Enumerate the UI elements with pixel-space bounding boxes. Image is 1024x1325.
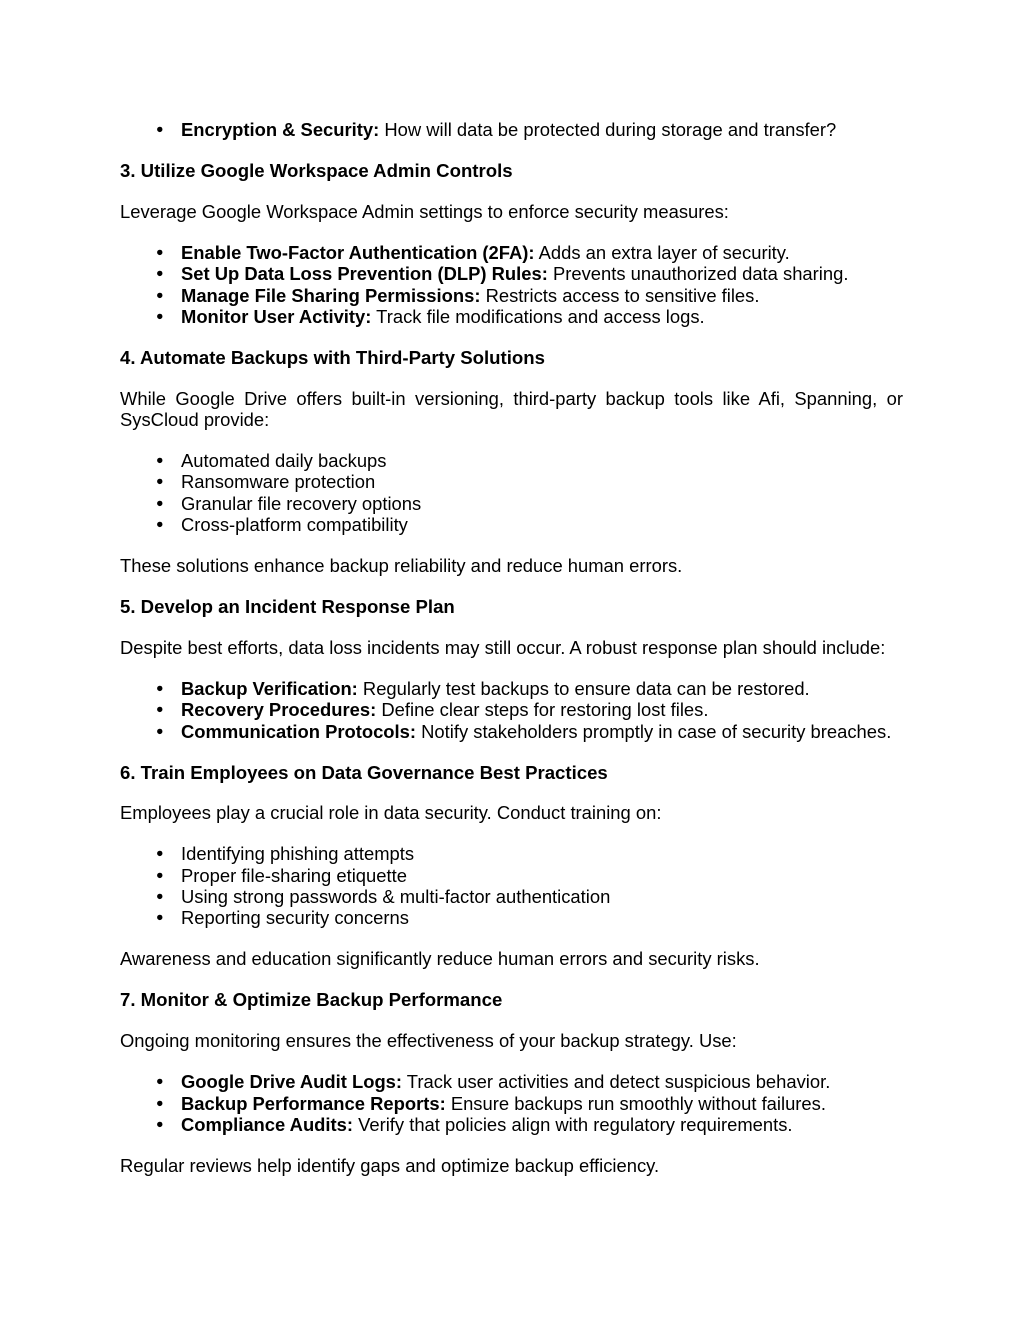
section-heading: 5. Develop an Incident Response Plan: [120, 595, 455, 617]
section-heading: 6. Train Employees on Data Governance Best Practices: [120, 761, 608, 783]
list-item-bold-lead: Communication Protocols:: [181, 720, 417, 742]
list-item: [120, 493, 903, 514]
paragraph: Awareness and education significantly reduce human errors and security risks.: [120, 948, 760, 970]
bullet-icon: ●: [156, 266, 164, 281]
bullet-icon: ●: [156, 680, 164, 695]
bullet-icon: ●: [156, 702, 164, 717]
list-item-text: Prevents unauthorized data sharing.: [547, 263, 849, 285]
list-item: [120, 907, 903, 928]
list-item-bold-lead: Google Drive Audit Logs:: [181, 1071, 403, 1093]
list-item: [120, 865, 903, 886]
list-item-text: Cross-platform compatibility: [181, 513, 408, 535]
bullet-icon: ●: [156, 516, 164, 531]
list-item: [120, 471, 903, 492]
list-item-bold-lead: Manage File Sharing Permissions:: [181, 284, 481, 306]
bullet-list: [120, 119, 903, 140]
list-item-text: Track user activities and detect suspicious behavior.: [402, 1071, 831, 1093]
list-item-text: Proper file-sharing etiquette: [181, 864, 407, 886]
bullet-list: [120, 1071, 903, 1135]
bullet-icon: ●: [156, 1095, 164, 1110]
list-item-text: Identifying phishing attempts: [181, 843, 415, 865]
list-item-text: Using strong passwords & multi-factor authentication: [181, 886, 611, 908]
bullet-icon: ●: [156, 1074, 164, 1089]
list-item: [120, 285, 903, 306]
list-item-text: How will data be protected during storage and transfer?: [379, 119, 837, 140]
bullet-icon: ●: [156, 723, 164, 738]
bullet-list: [120, 678, 903, 742]
section-heading: 7. Monitor & Optimize Backup Performance: [120, 989, 503, 1011]
bullet-icon: ●: [156, 495, 164, 510]
list-item: [120, 678, 903, 699]
list-item-text: Reporting security concerns: [181, 907, 409, 929]
list-item-bold-lead: Recovery Procedures:: [181, 699, 377, 721]
list-item-text: Restricts access to sensitive files.: [480, 284, 760, 306]
bullet-icon: ●: [156, 910, 164, 925]
list-item-bold-lead: Backup Performance Reports:: [181, 1092, 446, 1114]
bullet-icon: ●: [156, 122, 164, 136]
list-item-bold-lead: Set Up Data Loss Prevention (DLP) Rules:: [181, 263, 548, 285]
bullet-icon: ●: [156, 889, 164, 904]
paragraph: These solutions enhance backup reliability and reduce human errors.: [120, 554, 683, 576]
section-heading: 3. Utilize Google Workspace Admin Controls: [120, 159, 513, 181]
list-item-bold-lead: Monitor User Activity:: [181, 305, 372, 327]
list-item-bold-lead: Compliance Audits:: [181, 1113, 353, 1135]
paragraph: Employees play a crucial role in data security. Conduct training on:: [120, 802, 662, 824]
list-item-text: Automated daily backups: [181, 450, 387, 472]
list-item: [120, 263, 903, 284]
list-item: [120, 843, 903, 864]
paragraph: Despite best efforts, data loss incidents may still occur. A robust response plan should include:: [120, 636, 886, 658]
list-item: [120, 1114, 903, 1135]
list-item-text: Regularly test backups to ensure data can be restored.: [357, 677, 810, 699]
bullet-icon: ●: [156, 287, 164, 302]
list-item-text: Define clear steps for restoring lost files.: [376, 699, 709, 721]
list-item-text: Granular file recovery options: [181, 492, 422, 514]
paragraph: Regular reviews help identify gaps and optimize backup efficiency.: [120, 1154, 660, 1176]
bullet-icon: ●: [156, 474, 164, 489]
bullet-icon: ●: [156, 1116, 164, 1131]
list-item: [120, 242, 903, 263]
list-item: [120, 450, 903, 471]
list-item-text: Ensure backups run smoothly without failures.: [445, 1092, 826, 1114]
list-item-bold-lead: Enable Two-Factor Authentication (2FA):: [181, 241, 535, 263]
list-item: [120, 721, 903, 742]
list-item: [120, 306, 903, 327]
document-content: [120, 119, 903, 1196]
list-item: [120, 886, 903, 907]
list-item-text: Track file modifications and access logs.: [371, 305, 705, 327]
bullet-icon: ●: [156, 846, 164, 861]
list-item-bold-lead: Backup Verification:: [181, 677, 358, 699]
list-item: [120, 1071, 903, 1092]
bullet-icon: ●: [156, 244, 164, 259]
bullet-icon: ●: [156, 308, 164, 323]
list-item-text: Adds an extra layer of security.: [534, 241, 790, 263]
list-item: [120, 119, 903, 140]
bullet-list: [120, 843, 903, 928]
list-item-text: Ransomware protection: [181, 471, 376, 493]
list-item: [120, 699, 903, 720]
paragraph: Ongoing monitoring ensures the effectiveness of your backup strategy. Use:: [120, 1030, 737, 1052]
list-item-text: Verify that policies align with regulatory requirements.: [353, 1113, 793, 1135]
bullet-icon: ●: [156, 453, 164, 468]
list-item-text: Notify stakeholders promptly in case of security breaches.: [416, 720, 892, 742]
list-item: [120, 514, 903, 535]
section-heading: 4. Automate Backups with Third-Party Solutions: [120, 346, 545, 368]
bullet-list: [120, 450, 903, 535]
paragraph: Leverage Google Workspace Admin settings to enforce security measures:: [120, 200, 729, 222]
list-item: [120, 1093, 903, 1114]
bullet-list: [120, 242, 903, 327]
bullet-icon: ●: [156, 867, 164, 882]
paragraph: While Google Drive offers built-in versioning, third-party backup tools like Afi, Spanning, or SysCloud provide:: [120, 387, 903, 431]
list-item-bold-lead: Encryption & Security:: [181, 119, 380, 140]
